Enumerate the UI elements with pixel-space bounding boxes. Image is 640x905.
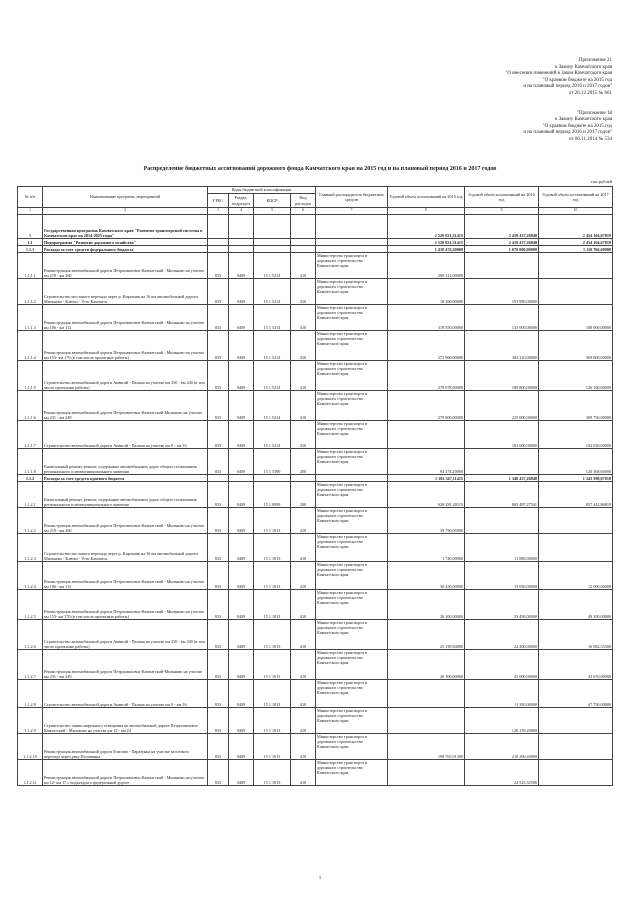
row-value-2017: 126 100,00000: [539, 361, 613, 391]
row-number: 1.1.2.6: [18, 620, 43, 650]
row-csr: 15 1 1013: [254, 562, 291, 590]
row-name: Строительство автомобильной дороги Анавгай - Палана на участке км 230 - км 240 (в том числе проектные работы): [43, 620, 208, 650]
row-vr: 410: [291, 734, 316, 760]
row-number: 1.1.2.8: [18, 680, 43, 708]
row-value-2015: 1 740,00000: [388, 534, 465, 562]
row-rzpr: 0409: [229, 590, 254, 620]
row-name: Капитальный ремонт, ремонт, содержание автомобильных дорог общего пользования регионального и межмуниципального значения: [43, 482, 208, 508]
row-rzpr: [229, 239, 254, 246]
table-row: [18, 449, 613, 475]
row-value-2017: 16 062,53300: [539, 620, 613, 650]
row-vr: 200: [291, 449, 316, 475]
row-recipient: Министерство транспорта и дорожного строительства Камчатского края: [316, 650, 388, 680]
row-vr: 200: [291, 482, 316, 508]
row-vr: [291, 246, 316, 253]
row-value-2017: 1 343 398,07810: [539, 475, 613, 482]
row-number: 1: [18, 215, 43, 239]
row-vr: 410: [291, 305, 316, 331]
row-rzpr: 0409: [229, 305, 254, 331]
row-vr: 410: [291, 708, 316, 734]
table-row: [18, 279, 613, 305]
row-vr: 410: [291, 590, 316, 620]
row-csr: 15 1 5214: [254, 421, 291, 449]
row-recipient: Министерство транспорта и дорожного строительства Камчатского края: [316, 482, 388, 508]
row-name: Реконструкция автомобильной дороги Петропавловск-Камчатский - Мильково на участке км 12- км 17 с подъездом к федеральной дороге: [43, 760, 208, 786]
row-grbs: [208, 246, 229, 253]
row-vr: 410: [291, 421, 316, 449]
row-vr: 410: [291, 562, 316, 590]
row-value-2017: 369 800,00000: [539, 331, 613, 361]
row-number: 1.1.1.6: [18, 391, 43, 421]
row-rzpr: 0409: [229, 734, 254, 760]
row-grbs: 833: [208, 620, 229, 650]
table-row: [18, 331, 613, 361]
row-name: Реконструкция автомобильной дороги Петропавловск-Камчатский-Мильково на участке км 231 - км 249: [43, 391, 208, 421]
row-vr: 410: [291, 279, 316, 305]
row-name: Строительство автомобильной дороги Анавгай - Палана на участке км 0 - км 16: [43, 680, 208, 708]
row-grbs: 833: [208, 534, 229, 562]
row-value-2016: [465, 449, 539, 475]
row-recipient: Министерство транспорта и дорожного строительства Камчатского края: [316, 391, 388, 421]
col-2016: Годовой объем ассигнований на 2016 год: [465, 187, 539, 208]
row-rzpr: 0409: [229, 680, 254, 708]
row-value-2016: 15 050,00000: [465, 562, 539, 590]
row-value-2016: 1 070 000,00000: [465, 246, 539, 253]
column-number: 9: [465, 208, 539, 215]
row-value-2017: 108 000,00000: [539, 305, 613, 331]
header-row: [18, 187, 613, 194]
row-number: 1.1.1.2: [18, 279, 43, 305]
row-rzpr: 0409: [229, 361, 254, 391]
row-value-2017: 857 442,86819: [539, 482, 613, 508]
row-recipient: Министерство транспорта и дорожного строительства Камчатского края: [316, 620, 388, 650]
row-value-2017: [539, 708, 613, 734]
row-value-2015: 273 960,00000: [388, 331, 465, 361]
row-grbs: 833: [208, 253, 229, 279]
row-name: Реконструкция автомобильной дороги Петропавловск-Камчатский - Мильково на участке км 106 - км 112: [43, 305, 208, 331]
table-row: [18, 391, 613, 421]
row-number: 1.1.2.4: [18, 562, 43, 590]
row-value-2016: 210 290,40000: [465, 734, 539, 760]
column-number: 10: [539, 208, 613, 215]
header-line: от 06.11.2014 № 534: [569, 136, 612, 142]
row-value-2016: 22 200,00000: [465, 620, 539, 650]
row-value-2015: 25 150,84800: [388, 620, 465, 650]
header-block: [312, 58, 612, 144]
row-grbs: [208, 215, 229, 239]
row-value-2017: 47 750,00000: [539, 680, 613, 708]
row-value-2017: 120 368,60000: [539, 449, 613, 475]
row-value-2016: 191 990,00000: [465, 279, 539, 305]
table-row: [18, 239, 613, 246]
row-recipient: Министерство транспорта и дорожного строительства Камчатского края: [316, 562, 388, 590]
column-number: 5: [254, 208, 291, 215]
row-grbs: 833: [208, 562, 229, 590]
row-csr: 15 1 5214: [254, 331, 291, 361]
row-name: Реконструкция автомобильной дороги Петропавловск-Камчатский - Мильково на участке км 219 - км 260: [43, 253, 208, 279]
row-number: 1.1.2.11: [18, 760, 43, 786]
row-csr: 15 1 1013: [254, 680, 291, 708]
row-value-2015: [388, 708, 465, 734]
row-value-2017: [539, 279, 613, 305]
row-value-2017: [539, 253, 613, 279]
row-rzpr: [229, 246, 254, 253]
row-value-2015: 1 418 474,20000: [388, 246, 465, 253]
row-grbs: 833: [208, 421, 229, 449]
row-recipient: Министерство транспорта и дорожного строительства Камчатского края: [316, 331, 388, 361]
row-name: Реконструкция автомобильной дороги Петропавловск-Камчатский-Мильково на участке км 231 - км 249: [43, 650, 208, 680]
row-vr: 410: [291, 391, 316, 421]
row-number: 1.1.2.9: [18, 708, 43, 734]
row-grbs: 833: [208, 734, 229, 760]
row-csr: [254, 475, 291, 482]
row-value-2015: 26 100,00000: [388, 590, 465, 620]
row-csr: 15 1 1013: [254, 620, 291, 650]
row-name: Реконструкция автомобильной дороги Елизово - Паратунка на участке мостового перехода через реку Половинка: [43, 734, 208, 760]
row-recipient: Министерство транспорта и дорожного строительства Камчатского края: [316, 253, 388, 279]
row-number: 1.1.2.7: [18, 650, 43, 680]
row-name: Строительство мостового перехода через р. Кирганик на 16 км автомобильной дороги Мильково - Ключи - Усть-Камчатск: [43, 279, 208, 305]
header-line: "О краевом бюджете на 2015 год: [542, 77, 612, 83]
row-csr: [254, 246, 291, 253]
row-number: 1.1.1.8: [18, 449, 43, 475]
row-vr: [291, 215, 316, 239]
row-grbs: 833: [208, 361, 229, 391]
row-rzpr: 0409: [229, 279, 254, 305]
col-name: Наименование программ, мероприятий: [43, 187, 208, 208]
row-csr: 15 1 5214: [254, 391, 291, 421]
row-recipient: Министерство транспорта и дорожного строительства Камчатского края: [316, 279, 388, 305]
row-number: 1.1.1.4: [18, 331, 43, 361]
row-value-2016: 189 800,00000: [465, 361, 539, 391]
row-recipient: Министерство транспорта и дорожного строительства Камчатского края: [316, 734, 388, 760]
row-recipient: Министерство транспорта и дорожного строительства Камчатского края: [316, 421, 388, 449]
row-vr: 410: [291, 508, 316, 534]
document-title: Распределение бюджетных ассигнований дорожного фонда Камчатского края на 2015 год и на плановый период 2016 и 2017 годов: [143, 166, 497, 172]
table-row: [18, 508, 613, 534]
table-row: [18, 361, 613, 391]
col-codes: Коды бюджетной классификации: [208, 187, 316, 194]
row-value-2015: [388, 760, 465, 786]
row-grbs: 833: [208, 760, 229, 786]
row-name: Реконструкция автомобильной дороги Петропавловск-Камчатский - Мильково на участке км 106 - км 112: [43, 562, 208, 590]
row-value-2017: [539, 508, 613, 534]
column-number: 6: [291, 208, 316, 215]
budget-table: [17, 186, 613, 786]
column-number: 2: [43, 208, 208, 215]
row-recipient: [316, 246, 388, 253]
row-grbs: 833: [208, 305, 229, 331]
row-csr: 15 1 1013: [254, 708, 291, 734]
row-vr: 410: [291, 253, 316, 279]
row-rzpr: 0409: [229, 449, 254, 475]
table-row: [18, 734, 613, 760]
row-value-2016: [465, 508, 539, 534]
row-value-2015: 30 450,00000: [388, 562, 465, 590]
row-value-2015: 2 520 821,31415: [388, 215, 465, 239]
row-value-2016: [465, 253, 539, 279]
row-number: 1.1.1.1: [18, 253, 43, 279]
row-rzpr: 0409: [229, 391, 254, 421]
row-grbs: 833: [208, 449, 229, 475]
row-csr: 15 1 1013: [254, 508, 291, 534]
col-vr: Вид расходов: [291, 194, 316, 208]
row-name: Строительство мостового перехода через р. Кирганик на 16 км автомобильной дороги Мильково - Ключи - Усть-Камчатск: [43, 534, 208, 562]
row-name: Подпрограмма "Развитие дорожного хозяйства": [43, 239, 208, 246]
row-csr: [254, 215, 291, 239]
row-vr: 410: [291, 361, 316, 391]
row-grbs: 833: [208, 331, 229, 361]
row-value-2016: 2 418 437,26840: [465, 215, 539, 239]
header-line: к Закону Камчатского края: [554, 64, 612, 70]
row-recipient: Министерство транспорта и дорожного строительства Камчатского края: [316, 361, 388, 391]
row-rzpr: 0409: [229, 534, 254, 562]
row-csr: 15 1 5214: [254, 253, 291, 279]
row-csr: 15 1 1013: [254, 734, 291, 760]
col-grbs: ГРБС: [208, 194, 229, 208]
row-value-2017: 2 454 164,67810: [539, 239, 613, 246]
row-value-2016: 135 000,00000: [465, 305, 539, 331]
row-rzpr: 0409: [229, 331, 254, 361]
column-number: 8: [388, 208, 465, 215]
row-value-2015: 198 765,91300: [388, 734, 465, 760]
col-2017: Годовой объем ассигнований на 2017 год: [539, 187, 613, 208]
column-number: 4: [229, 208, 254, 215]
row-value-2015: [388, 421, 465, 449]
header-line: "О внесении изменений в Закон Камчатского края: [505, 71, 612, 77]
row-value-2016: 24 523,52506: [465, 760, 539, 786]
table-row: [18, 421, 613, 449]
table-row: [18, 534, 613, 562]
col-num: № п/п: [18, 187, 43, 208]
row-rzpr: [229, 215, 254, 239]
row-csr: 15 1 1013: [254, 650, 291, 680]
table-row: [18, 680, 613, 708]
row-rzpr: 0409: [229, 508, 254, 534]
row-grbs: 833: [208, 391, 229, 421]
row-grbs: 833: [208, 482, 229, 508]
row-grbs: 833: [208, 708, 229, 734]
row-grbs: 833: [208, 279, 229, 305]
row-value-2015: [388, 680, 465, 708]
row-number: 1.1.1.7: [18, 421, 43, 449]
row-grbs: [208, 475, 229, 482]
row-rzpr: 0409: [229, 253, 254, 279]
row-value-2016: 11 350,00000: [465, 680, 539, 708]
row-number: 1.1.2.10: [18, 734, 43, 760]
row-csr: 15 1 5214: [254, 305, 291, 331]
row-recipient: [316, 239, 388, 246]
row-number: 1.1.1: [18, 246, 43, 253]
col-csr: КЦСР: [254, 194, 291, 208]
row-recipient: Министерство транспорта и дорожного строительства Камчатского края: [316, 590, 388, 620]
row-value-2017: 12 000,00000: [539, 562, 613, 590]
row-value-2016: 865 487,27541: [465, 482, 539, 508]
table-row: [18, 305, 613, 331]
row-value-2016: 102 000,00000: [465, 421, 539, 449]
row-value-2016: 2 418 437,26840: [465, 239, 539, 246]
row-name: Расходы за счет средств краевого бюджета: [43, 475, 208, 482]
row-value-2015: 2 520 821,31415: [388, 239, 465, 246]
row-number: 1.1.2.2: [18, 508, 43, 534]
unit-label: тыс.рублей: [590, 179, 612, 184]
row-recipient: Министерство транспорта и дорожного строительства Камчатского края: [316, 680, 388, 708]
row-value-2015: 279 000,00000: [388, 391, 465, 421]
row-value-2015: 1 102 347,11415: [388, 475, 465, 482]
row-name: Государственная программа Камчатского края "Развитие транспортной системы в Камчатском крае на 2014-2025 годы": [43, 215, 208, 239]
page-number: 1: [318, 876, 322, 881]
row-csr: 15 1 5390: [254, 449, 291, 475]
header-line: от 26.12.2015 № 601: [568, 90, 612, 96]
row-value-2015: 208 312,00000: [388, 253, 465, 279]
row-recipient: Министерство транспорта и дорожного строительства Камчатского края: [316, 449, 388, 475]
row-grbs: 833: [208, 680, 229, 708]
row-name: Расходы за счет средств федерального бюджета: [43, 246, 208, 253]
column-number-row: [18, 208, 613, 215]
row-value-2017: 49 390,00000: [539, 590, 613, 620]
row-grbs: 833: [208, 508, 229, 534]
row-number: 1.1: [18, 239, 43, 246]
row-value-2015: 319 550,00000: [388, 305, 465, 331]
row-value-2016: 126 339,26800: [465, 708, 539, 734]
header-appendix-21: [312, 58, 612, 98]
row-number: 1.1.2.1: [18, 482, 43, 508]
row-grbs: [208, 239, 229, 246]
row-recipient: Министерство транспорта и дорожного строительства Камчатского края: [316, 534, 388, 562]
row-number: 1.1.2.3: [18, 534, 43, 562]
row-value-2017: 102 050,00000: [539, 421, 613, 449]
col-2015: Годовой объем ассигнований на 2015 год: [388, 187, 465, 208]
row-value-2016: 25 000,00000: [465, 650, 539, 680]
row-value-2017: [539, 534, 613, 562]
column-number: 1: [18, 208, 43, 215]
row-value-2017: [539, 734, 613, 760]
row-value-2016: 302 210,00000: [465, 331, 539, 361]
row-name: Капитальный ремонт, ремонт, содержание автомобильных дорог общего пользования регионального и межмуниципального значения: [43, 449, 208, 475]
row-value-2017: 1 110 766,60000: [539, 246, 613, 253]
row-csr: 15 1 1013: [254, 534, 291, 562]
row-csr: [254, 239, 291, 246]
header-line: и на плановый период 2016 и 2017 годов": [523, 130, 612, 136]
row-value-2015: 94 474,20000: [388, 449, 465, 475]
row-value-2015: 39 750,05900: [388, 508, 465, 534]
row-vr: 410: [291, 760, 316, 786]
row-recipient: Министерство транспорта и дорожного строительства Камчатского края: [316, 305, 388, 331]
row-rzpr: 0409: [229, 708, 254, 734]
row-name: Строительство автомобильной дороги Анавгай - Палана на участке км 0 - км 16: [43, 421, 208, 449]
col-recipient: Главный распорядитель бюджетных средств: [316, 187, 388, 208]
row-rzpr: 0409: [229, 620, 254, 650]
row-number: 1.1.2.5: [18, 590, 43, 620]
row-vr: [291, 475, 316, 482]
column-number: 7: [316, 208, 388, 215]
header-line: "Приложение 18: [576, 110, 612, 116]
row-value-2016: 11 690,00000: [465, 534, 539, 562]
table-row: [18, 760, 613, 786]
row-vr: 410: [291, 680, 316, 708]
row-vr: 410: [291, 650, 316, 680]
row-number: 1.1.2: [18, 475, 43, 482]
row-vr: [291, 239, 316, 246]
row-recipient: [316, 215, 388, 239]
header-line: к Закону Камчатского края: [554, 117, 612, 123]
row-name: Реконструкция автомобильной дороги Петропавловск-Камчатский - Мильково на участке км 153- км 170 (в том числе проектные работы): [43, 331, 208, 361]
row-number: 1.1.1.5: [18, 361, 43, 391]
row-vr: 410: [291, 620, 316, 650]
row-value-2016: 1 348 437,26840: [465, 475, 539, 482]
row-value-2016: 33 490,00000: [465, 590, 539, 620]
table-row: [18, 562, 613, 590]
row-value-2017: 2 454 164,67810: [539, 215, 613, 239]
row-csr: 15 1 1013: [254, 760, 291, 786]
table-row: [18, 475, 613, 482]
row-recipient: Министерство транспорта и дорожного строительства Камчатского края: [316, 760, 388, 786]
row-recipient: Министерство транспорта и дорожного строительства Камчатского края: [316, 708, 388, 734]
row-rzpr: 0409: [229, 760, 254, 786]
row-name: Строительство автомобильной дороги Анавгай - Палана на участке км 230 - км 240 (в том числе проектные работы): [43, 361, 208, 391]
row-value-2015: 26 100,00000: [388, 650, 465, 680]
row-name: Реконструкция автомобильной дороги Петропавловск-Камчатский - Мильково на участке км 153- км 170 (в том числе проектные работы): [43, 590, 208, 620]
table-row: [18, 246, 613, 253]
row-csr: 15 1 0999: [254, 482, 291, 508]
row-value-2015: 279 078,00000: [388, 361, 465, 391]
row-value-2015: 628 281,20115: [388, 482, 465, 508]
header-line: Приложение 21: [578, 58, 612, 63]
table-row: [18, 708, 613, 734]
column-number: 3: [208, 208, 229, 215]
col-rzpr: Раздел, подраздел: [229, 194, 254, 208]
header-line: и на плановый период 2016 и 2017 годов": [523, 84, 612, 90]
row-value-2017: 43 670,00000: [539, 650, 613, 680]
row-name: Реконструкция автомобильной дороги Петропавловск-Камчатский - Мильково на участке км 219 - км 260: [43, 508, 208, 534]
table-row: [18, 620, 613, 650]
table-row: [18, 215, 613, 239]
row-rzpr: 0409: [229, 650, 254, 680]
header-appendix-18: [312, 111, 612, 144]
table-row: [18, 650, 613, 680]
row-vr: 410: [291, 331, 316, 361]
row-rzpr: 0409: [229, 482, 254, 508]
header-line: "О краевом бюджете на 2015 год: [542, 123, 612, 129]
row-number: 1.1.1.3: [18, 305, 43, 331]
row-recipient: Министерство транспорта и дорожного строительства Камчатского края: [316, 508, 388, 534]
row-value-2016: 225 000,00000: [465, 391, 539, 421]
row-name: Строительство линии наружного освещения на автомобильной дороге Петропавловск-Камчатский - Мильково на участке км 12 - км 24: [43, 708, 208, 734]
row-grbs: 833: [208, 650, 229, 680]
row-csr: 15 1 5214: [254, 361, 291, 391]
table-row: [18, 590, 613, 620]
row-grbs: 833: [208, 590, 229, 620]
row-value-2017: [539, 760, 613, 786]
row-csr: 15 1 1013: [254, 590, 291, 620]
row-recipient: [316, 475, 388, 482]
table-row: [18, 482, 613, 508]
row-rzpr: 0409: [229, 421, 254, 449]
row-value-2015: 18 260,00000: [388, 279, 465, 305]
row-value-2017: 309 750,00000: [539, 391, 613, 421]
row-csr: 15 1 5214: [254, 279, 291, 305]
row-rzpr: 0409: [229, 562, 254, 590]
row-rzpr: [229, 475, 254, 482]
row-vr: 410: [291, 534, 316, 562]
table-row: [18, 253, 613, 279]
